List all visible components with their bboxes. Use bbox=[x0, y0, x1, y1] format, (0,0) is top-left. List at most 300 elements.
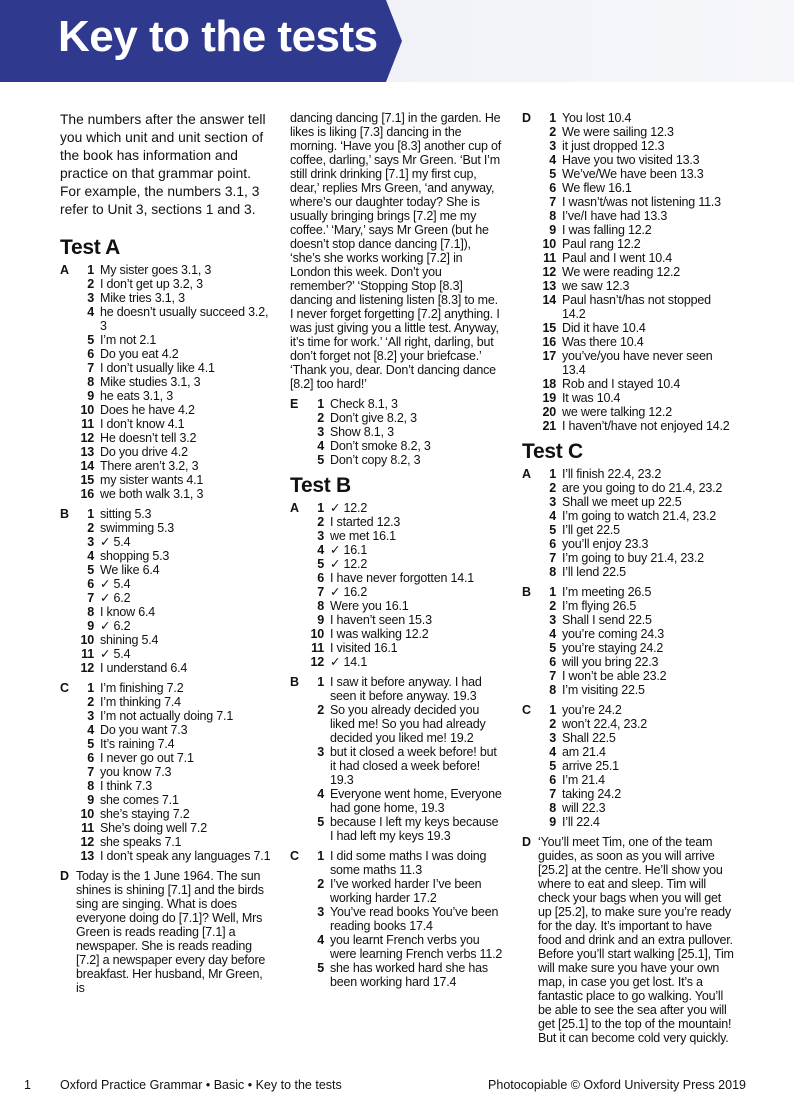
answer-item bbox=[306, 425, 504, 439]
test-a-section-a: A 1 My sister goes 3.1, 3 2 I don’t get up 3.2, 3 3 Mike tries 3.1, 3 4 he doesn’t usually succeed 3.2, 3 5 I’m not 2.1 6 Do you eat 4.2 7 I don’t usually like 4.1 8 Mike studies 3.1, 3 9 he eats 3.1, 3 10 Does he have 4.2 11 I don’t know 4.1 12 He doesn’t tell 3.2 13 Do you drive 4.2 14 There aren’t 3.2, 3 15 my sister wants 4.1 16 we both walk 3.1, 3 bbox=[60, 263, 272, 501]
answer-text: Shall I send 22.5 bbox=[562, 613, 652, 627]
page-title: Key to the tests bbox=[58, 12, 378, 61]
answer-number: 1 bbox=[549, 585, 556, 599]
answer-item bbox=[538, 655, 736, 669]
answer-text: ✓ 16.2 bbox=[330, 585, 368, 599]
answer-item bbox=[538, 467, 736, 481]
answer-number: 2 bbox=[549, 599, 556, 613]
title-banner-arrow bbox=[386, 0, 402, 82]
answer-item bbox=[538, 349, 736, 377]
answer-text: ✓ 5.4 bbox=[100, 535, 131, 549]
answer-text: You’ve read books You’ve been reading books 17.4 bbox=[330, 905, 499, 933]
answer-text: I visited 16.1 bbox=[330, 641, 398, 655]
answer-item bbox=[538, 717, 736, 731]
answer-item bbox=[538, 585, 736, 599]
answer-item bbox=[306, 501, 504, 515]
answer-item bbox=[306, 529, 504, 543]
answer-number: 9 bbox=[549, 223, 556, 237]
answer-item bbox=[76, 835, 272, 849]
answer-number: 1 bbox=[317, 675, 324, 689]
answer-item bbox=[538, 481, 736, 495]
answer-text: are you going to do 21.4, 23.2 bbox=[562, 481, 723, 495]
answer-text: Mike tries 3.1, 3 bbox=[100, 291, 185, 305]
page-number: 1 bbox=[24, 1078, 31, 1092]
answer-number: 4 bbox=[317, 787, 324, 801]
answer-number: 5 bbox=[87, 333, 94, 347]
answer-number: 9 bbox=[549, 815, 556, 829]
answer-text: I won’t be able 23.2 bbox=[562, 669, 667, 683]
answer-number: 1 bbox=[549, 467, 556, 481]
answer-number: 6 bbox=[549, 773, 556, 787]
answer-number: 11 bbox=[81, 417, 94, 431]
test-b-section-b: B 1 I saw it before anyway. I had seen it before anyway. 19.3 2 So you already decided you liked me! So you had already decided you liked me! 19.2 3 but it closed a week before! but it had closed a week before! 19.3 4 Everyone went home, Everyone had gone home, 19.3 5 because I left my keys because I had left my keys 19.3 bbox=[290, 675, 504, 843]
answer-item bbox=[306, 641, 504, 655]
answer-item bbox=[76, 695, 272, 709]
answer-item bbox=[538, 613, 736, 627]
answer-number: 9 bbox=[87, 793, 94, 807]
footer-book-title: Oxford Practice Grammar • Basic • Key to the tests bbox=[60, 1078, 342, 1092]
answer-item bbox=[538, 251, 736, 265]
answer-number: 3 bbox=[549, 613, 556, 627]
test-c-heading: Test C bbox=[522, 440, 583, 463]
answer-item bbox=[538, 509, 736, 523]
answer-number: 7 bbox=[549, 551, 556, 565]
answer-item bbox=[538, 759, 736, 773]
answer-item bbox=[76, 647, 272, 661]
answer-item bbox=[538, 641, 736, 655]
answer-number: 2 bbox=[317, 515, 324, 529]
answer-number: 5 bbox=[317, 815, 324, 829]
test-c-section-c: C 1 you’re 24.2 2 won’t 22.4, 23.2 3 Shall 22.5 4 am 21.4 5 arrive 25.1 6 I’m 21.4 7 taking 24.2 8 will 22.3 9 I’ll 22.4 bbox=[522, 703, 736, 829]
test-c-section-a: A 1 I’ll finish 22.4, 23.2 2 are you going to do 21.4, 23.2 3 Shall we meet up 22.5 4 I’m going to watch 21.4, 23.2 5 I’ll get 22.5 6 you’ll enjoy 23.3 7 I’m going to buy 21.4, 23.2 8 I’ll lend 22.5 bbox=[522, 467, 736, 579]
answer-number: 4 bbox=[549, 745, 556, 759]
answer-item bbox=[306, 411, 504, 425]
answer-text: We were sailing 12.3 bbox=[562, 125, 674, 139]
answer-number: 10 bbox=[80, 807, 94, 821]
answer-item bbox=[538, 731, 736, 745]
column-1 bbox=[60, 111, 272, 1001]
answer-text: I don’t get up 3.2, 3 bbox=[100, 277, 203, 291]
answer-number: 1 bbox=[87, 263, 94, 277]
answer-text: shining 5.4 bbox=[100, 633, 159, 647]
answer-item bbox=[306, 439, 504, 453]
answer-item bbox=[538, 669, 736, 683]
answer-number: 6 bbox=[87, 577, 94, 591]
answer-text: Does he have 4.2 bbox=[100, 403, 195, 417]
answer-text: I’ll lend 22.5 bbox=[562, 565, 626, 579]
answer-number: 3 bbox=[87, 291, 94, 305]
answer-item bbox=[538, 293, 736, 321]
column-2 bbox=[290, 111, 504, 995]
answer-number: 8 bbox=[549, 565, 556, 579]
answer-number: 5 bbox=[549, 523, 556, 537]
answer-number: 5 bbox=[317, 961, 324, 975]
answer-text: My sister goes 3.1, 3 bbox=[100, 263, 212, 277]
test-a-section-d: D Today is the 1 June 1964. The sun shines is shining [7.1] and the birds sing are singing. What is does everyone doing do [7.1]? Well, Mrs Green is reads reading [7.1] a newspaper. She is reads reading [7.2] a newspaper every day before breakfast. Her husband, Mr Green, is bbox=[60, 869, 272, 995]
answer-text: you’re staying 24.2 bbox=[562, 641, 664, 655]
answer-number: 8 bbox=[549, 683, 556, 697]
test-b-section-c: C 1 I did some maths I was doing some maths 11.3 2 I’ve worked harder I’ve been working harder 17.2 3 You’ve read books You’ve been reading books 17.4 4 you learnt French verbs you were learning French verbs 11.2 5 she has worked hard she has been working hard 17.4 bbox=[290, 849, 503, 989]
answer-item bbox=[76, 765, 272, 779]
answer-text: Paul rang 12.2 bbox=[562, 237, 641, 251]
answer-item bbox=[306, 453, 504, 467]
answer-text: Rob and I stayed 10.4 bbox=[562, 377, 681, 391]
answer-item bbox=[76, 563, 272, 577]
answer-item bbox=[306, 961, 504, 989]
answer-text: It’s raining 7.4 bbox=[100, 737, 175, 751]
answer-item bbox=[538, 565, 736, 579]
answer-item bbox=[538, 265, 736, 279]
answer-item bbox=[306, 557, 504, 571]
answer-item bbox=[76, 751, 272, 765]
answer-text: I haven’t/have not enjoyed 14.2 bbox=[562, 419, 730, 433]
answer-item bbox=[538, 495, 736, 509]
answer-item bbox=[538, 321, 736, 335]
answer-text: he eats 3.1, 3 bbox=[100, 389, 173, 403]
answer-text: I never go out 7.1 bbox=[100, 751, 194, 765]
answer-item bbox=[538, 153, 736, 167]
answer-item bbox=[76, 291, 272, 305]
answer-item bbox=[538, 209, 736, 223]
answer-text: I’ve worked harder I’ve been working harder 17.2 bbox=[330, 877, 482, 905]
answer-number: 2 bbox=[549, 481, 556, 495]
answer-item bbox=[538, 377, 736, 391]
answer-text: Did it have 10.4 bbox=[562, 321, 646, 335]
answer-item bbox=[76, 723, 272, 737]
answer-number: 4 bbox=[317, 933, 324, 947]
answer-text: Paul and I went 10.4 bbox=[562, 251, 672, 265]
answer-number: 9 bbox=[87, 619, 94, 633]
answer-number: 4 bbox=[317, 543, 324, 557]
answer-text: It was 10.4 bbox=[562, 391, 621, 405]
answer-number: 20 bbox=[542, 405, 556, 419]
answer-item bbox=[538, 195, 736, 209]
answer-item bbox=[538, 419, 736, 433]
answer-text: Shall we meet up 22.5 bbox=[562, 495, 682, 509]
answer-text: I’ll finish 22.4, 23.2 bbox=[562, 467, 662, 481]
answer-item bbox=[538, 405, 736, 419]
answer-number: 7 bbox=[87, 765, 94, 779]
answer-item bbox=[76, 821, 272, 835]
answer-number: 6 bbox=[549, 537, 556, 551]
answer-number: 2 bbox=[87, 277, 94, 291]
answer-number: 1 bbox=[549, 111, 556, 125]
answer-text: Check 8.1, 3 bbox=[330, 397, 398, 411]
answer-number: 10 bbox=[310, 627, 324, 641]
answer-text: Mike studies 3.1, 3 bbox=[100, 375, 201, 389]
test-b-section-a: A 1 ✓ 12.2 2 I started 12.3 3 we met 16.1 4 ✓ 16.1 5 ✓ 12.2 6 I have never forgotten 14.1 7 ✓ 16.2 8 Were you 16.1 9 I haven’t seen 15.3 10 I was walking 12.2 11 I visited 16.1 12 ✓ 14.1 bbox=[290, 501, 504, 669]
answer-item bbox=[76, 521, 272, 535]
answer-text: you’ll enjoy 23.3 bbox=[562, 537, 649, 551]
answer-number: 12 bbox=[80, 835, 94, 849]
answer-text: I’ve/I have had 13.3 bbox=[562, 209, 668, 223]
answer-item bbox=[76, 277, 272, 291]
answer-text: Don’t smoke 8.2, 3 bbox=[330, 439, 431, 453]
answer-number: 6 bbox=[317, 571, 324, 585]
answer-text: I’m visiting 22.5 bbox=[562, 683, 645, 697]
answer-item bbox=[76, 605, 272, 619]
answer-number: 5 bbox=[549, 167, 556, 181]
answer-number: 4 bbox=[549, 509, 556, 523]
answer-text: I’m 21.4 bbox=[562, 773, 605, 787]
answer-item bbox=[76, 577, 272, 591]
answer-item bbox=[538, 801, 736, 815]
answer-item bbox=[306, 599, 504, 613]
answer-text: Don’t give 8.2, 3 bbox=[330, 411, 417, 425]
answer-number: 2 bbox=[87, 521, 94, 535]
answer-item bbox=[538, 111, 736, 125]
answer-text: we saw 12.3 bbox=[562, 279, 630, 293]
answer-item bbox=[76, 633, 272, 647]
answer-text: He doesn’t tell 3.2 bbox=[100, 431, 197, 445]
answer-number: 19 bbox=[542, 391, 556, 405]
answer-text: we met 16.1 bbox=[330, 529, 396, 543]
answer-text: but it closed a week before! but it had closed a week before! 19.3 bbox=[330, 745, 497, 787]
answer-item bbox=[538, 181, 736, 195]
answer-text: There aren’t 3.2, 3 bbox=[100, 459, 199, 473]
answer-text: I’m going to watch 21.4, 23.2 bbox=[562, 509, 717, 523]
answer-text: you know 7.3 bbox=[100, 765, 172, 779]
test-a-d-text: Today is the 1 June 1964. The sun shines is shining [7.1] and the birds sing are singing. What is does everyone doing do [7.1]? Well, Mrs Green is reads reading [7.1] a newspaper. She is reads reading [7.2] a newspaper every day before breakfast. Her husband, Mr Green, is bbox=[76, 869, 266, 995]
answer-text: I understand 6.4 bbox=[100, 661, 188, 675]
answer-number: 17 bbox=[542, 349, 556, 363]
answer-number: 4 bbox=[317, 439, 324, 453]
answer-text: you’ve/you have never seen 13.4 bbox=[562, 349, 713, 377]
answer-text: am 21.4 bbox=[562, 745, 606, 759]
answer-text: I saw it before anyway. I had seen it before anyway. 19.3 bbox=[330, 675, 482, 703]
answer-number: 13 bbox=[542, 279, 556, 293]
answer-item bbox=[306, 571, 504, 585]
answer-text: I’m thinking 7.4 bbox=[100, 695, 181, 709]
answer-number: 7 bbox=[87, 591, 94, 605]
answer-number: 5 bbox=[317, 453, 324, 467]
answer-text: I did some maths I was doing some maths 11.3 bbox=[330, 849, 487, 877]
answer-text: she’s staying 7.2 bbox=[100, 807, 190, 821]
answer-text: I wasn’t/was not listening 11.3 bbox=[562, 195, 721, 209]
answer-text: I was walking 12.2 bbox=[330, 627, 429, 641]
answer-text: because I left my keys because I had left my keys 19.3 bbox=[330, 815, 499, 843]
answer-text: arrive 25.1 bbox=[562, 759, 619, 773]
answer-item bbox=[306, 933, 504, 961]
answer-number: 3 bbox=[549, 495, 556, 509]
answer-number: 6 bbox=[87, 347, 94, 361]
answer-number: 15 bbox=[80, 473, 94, 487]
answer-item bbox=[306, 613, 504, 627]
answer-text: sitting 5.3 bbox=[100, 507, 152, 521]
answer-text: we were talking 12.2 bbox=[562, 405, 672, 419]
answer-text: She’s doing well 7.2 bbox=[100, 821, 207, 835]
answer-text: Do you drive 4.2 bbox=[100, 445, 188, 459]
answer-text: swimming 5.3 bbox=[100, 521, 175, 535]
answer-number: 13 bbox=[80, 849, 94, 863]
answer-number: 18 bbox=[542, 377, 556, 391]
answer-text: she has worked hard she has been working hard 17.4 bbox=[330, 961, 488, 989]
answer-number: 14 bbox=[80, 459, 94, 473]
answer-text: ✓ 5.4 bbox=[100, 577, 131, 591]
answer-item bbox=[538, 773, 736, 787]
test-b-heading: Test B bbox=[290, 474, 351, 497]
answer-text: Show 8.1, 3 bbox=[330, 425, 394, 439]
answer-number: 4 bbox=[549, 153, 556, 167]
answer-number: 10 bbox=[80, 633, 94, 647]
answer-item bbox=[76, 473, 272, 487]
answer-item bbox=[76, 849, 272, 863]
answer-number: 12 bbox=[80, 661, 94, 675]
answer-item bbox=[538, 523, 736, 537]
answer-item bbox=[538, 703, 736, 717]
answer-text: you’re coming 24.3 bbox=[562, 627, 665, 641]
test-a-section-b: B 1 sitting 5.3 2 swimming 5.3 3 ✓ 5.4 4 shopping 5.3 5 We like 6.4 6 ✓ 5.4 7 ✓ 6.2 8 I know 6.4 9 ✓ 6.2 10 shining 5.4 11 ✓ 5.4 12 I understand 6.4 bbox=[60, 507, 272, 675]
answer-text: I know 6.4 bbox=[100, 605, 155, 619]
answer-number: 2 bbox=[317, 877, 324, 891]
answer-number: 6 bbox=[549, 655, 556, 669]
answer-text: ✓ 14.1 bbox=[330, 655, 368, 669]
answer-number: 13 bbox=[80, 445, 94, 459]
answer-item bbox=[76, 459, 272, 473]
answer-number: 14 bbox=[542, 293, 556, 307]
answer-number: 8 bbox=[549, 801, 556, 815]
answer-text: ✓ 6.2 bbox=[100, 591, 131, 605]
answer-item bbox=[76, 507, 272, 521]
answer-number: 8 bbox=[87, 779, 94, 793]
answer-number: 6 bbox=[87, 751, 94, 765]
answer-item bbox=[538, 335, 736, 349]
test-a-section-c: C 1 I’m finishing 7.2 2 I’m thinking 7.4 3 I’m not actually doing 7.1 4 Do you want 7.3 5 It’s raining 7.4 6 I never go out 7.1 7 you know 7.3 8 I think 7.3 9 she comes 7.1 10 she’s staying 7.2 11 She’s doing well 7.2 12 she speaks 7.1 13 I don’t speak any languages 7.1 bbox=[60, 681, 271, 863]
answer-text: So you already decided you liked me! So you had already decided you liked me! 19.2 bbox=[330, 703, 486, 745]
answer-text: I’m not actually doing 7.1 bbox=[100, 709, 234, 723]
answer-text: ✓ 6.2 bbox=[100, 619, 131, 633]
answer-number: 3 bbox=[317, 905, 324, 919]
answer-number: 16 bbox=[542, 335, 556, 349]
answer-item bbox=[76, 619, 272, 633]
answer-item bbox=[76, 549, 272, 563]
answer-item bbox=[306, 675, 504, 703]
answer-number: 11 bbox=[543, 251, 556, 265]
answer-text: We flew 16.1 bbox=[562, 181, 632, 195]
answer-number: 2 bbox=[549, 125, 556, 139]
answer-item bbox=[538, 551, 736, 565]
answer-text: ✓ 5.4 bbox=[100, 647, 131, 661]
answer-number: 8 bbox=[87, 605, 94, 619]
answer-text: will 22.3 bbox=[562, 801, 606, 815]
answer-text: You lost 10.4 bbox=[562, 111, 632, 125]
answer-number: 10 bbox=[542, 237, 556, 251]
answer-number: 3 bbox=[549, 731, 556, 745]
answer-item bbox=[76, 535, 272, 549]
answer-text: I’m flying 26.5 bbox=[562, 599, 637, 613]
answer-item bbox=[306, 787, 504, 815]
answer-item bbox=[306, 515, 504, 529]
answer-text: Shall 22.5 bbox=[562, 731, 616, 745]
answer-item bbox=[76, 361, 272, 375]
answer-text: my sister wants 4.1 bbox=[100, 473, 204, 487]
answer-number: 3 bbox=[317, 529, 324, 543]
answer-item bbox=[306, 703, 504, 745]
answer-item bbox=[76, 681, 272, 695]
answer-number: 7 bbox=[549, 195, 556, 209]
answer-text: I’m meeting 26.5 bbox=[562, 585, 652, 599]
answer-item bbox=[306, 543, 504, 557]
answer-text: We’ve/We have been 13.3 bbox=[562, 167, 704, 181]
answer-number: 2 bbox=[549, 717, 556, 731]
answer-text: he doesn’t usually succeed 3.2, 3 bbox=[100, 305, 269, 333]
answer-item bbox=[538, 787, 736, 801]
answer-item bbox=[306, 815, 504, 843]
answer-number: 9 bbox=[317, 613, 324, 627]
answer-text: we both walk 3.1, 3 bbox=[100, 487, 204, 501]
answer-text: I don’t speak any languages 7.1 bbox=[100, 849, 271, 863]
answer-number: 5 bbox=[87, 563, 94, 577]
answer-number: 16 bbox=[80, 487, 94, 501]
answer-text: I don’t usually like 4.1 bbox=[100, 361, 215, 375]
answer-number: 5 bbox=[549, 641, 556, 655]
column-3 bbox=[522, 111, 736, 1051]
answer-text: I’m finishing 7.2 bbox=[100, 681, 184, 695]
answer-item bbox=[76, 417, 272, 431]
answer-item bbox=[76, 375, 272, 389]
answer-text: I haven’t seen 15.3 bbox=[330, 613, 432, 627]
answer-text: will you bring 22.3 bbox=[562, 655, 659, 669]
answer-item bbox=[76, 709, 272, 723]
answer-text: you’re 24.2 bbox=[562, 703, 622, 717]
answer-text: I have never forgotten 14.1 bbox=[330, 571, 475, 585]
answer-item bbox=[538, 237, 736, 251]
answer-item bbox=[76, 487, 272, 501]
answer-text: Was there 10.4 bbox=[562, 335, 644, 349]
answer-text: you learnt French verbs you were learning French verbs 11.2 bbox=[330, 933, 503, 961]
answer-text: I think 7.3 bbox=[100, 779, 152, 793]
answer-number: 15 bbox=[542, 321, 556, 335]
answer-item bbox=[306, 397, 504, 411]
answer-number: 3 bbox=[87, 535, 94, 549]
answer-number: 5 bbox=[549, 759, 556, 773]
answer-text: I’ll get 22.5 bbox=[562, 523, 620, 537]
answer-item bbox=[76, 779, 272, 793]
answer-number: 4 bbox=[87, 549, 94, 563]
answer-number: 4 bbox=[549, 627, 556, 641]
answer-text: Do you eat 4.2 bbox=[100, 347, 179, 361]
answer-number: 3 bbox=[549, 139, 556, 153]
answer-text: she comes 7.1 bbox=[100, 793, 179, 807]
answer-text: Have you two visited 13.3 bbox=[562, 153, 700, 167]
answer-number: 3 bbox=[317, 745, 324, 759]
answer-text: Everyone went home, Everyone had gone home, 19.3 bbox=[330, 787, 502, 815]
answer-item bbox=[538, 745, 736, 759]
answer-number: 21 bbox=[542, 419, 556, 433]
answer-item bbox=[538, 391, 736, 405]
answer-number: 7 bbox=[87, 361, 94, 375]
answer-item bbox=[538, 627, 736, 641]
answer-text: We like 6.4 bbox=[100, 563, 160, 577]
answer-item bbox=[306, 849, 504, 877]
test-a-heading: Test A bbox=[60, 236, 121, 259]
answer-item bbox=[306, 655, 504, 669]
answer-item bbox=[306, 585, 504, 599]
test-c-section-d: D ‘You’ll meet Tim, one of the team guides, as soon as you will arrive [25.2] at the centre. He’ll show you where to eat and sleep. Tim will check your bags when you will get up [25.2], to make sure you’re ready for the day. It’s important to have food and drink and an extra pullover. Before you’ll start walking [25.1], Tim will make sure you have your own map, in case you get lost. It’s a fantastic place to go walking. You’ll be able to see the sea after you will get [25.1] to the top of the mountain! But it can become cold very quickly. bbox=[522, 835, 736, 1045]
answer-text: it just dropped 12.3 bbox=[562, 139, 665, 153]
test-c-d-text: ‘You’ll meet Tim, one of the team guides, as soon as you will arrive [25.2] at the centre. He’ll show you where to eat and sleep. Tim will check your bags when you will get up [25.2], to make sure you’re ready for the day. It’s important to have food and drink and an extra pullover. Before you’ll start walking [25.1], Tim will make sure you have your own map, in case you get lost. It’s a fantastic place to go walking. You’ll be able to see the sea after you will get [25.1] to the top of the mountain! But it can become cold very quickly. bbox=[538, 835, 734, 1045]
answer-number: 1 bbox=[317, 849, 324, 863]
answer-item bbox=[538, 537, 736, 551]
answer-number: 12 bbox=[542, 265, 556, 279]
answer-text: Paul hasn’t/has not stopped 14.2 bbox=[562, 293, 711, 321]
answer-item bbox=[538, 125, 736, 139]
answer-text: We were reading 12.2 bbox=[562, 265, 681, 279]
answer-number: 1 bbox=[87, 681, 94, 695]
test-c-section-b: B 1 I’m meeting 26.5 2 I’m flying 26.5 3 Shall I send 22.5 4 you’re coming 24.3 5 you’re staying 24.2 6 will you bring 22.3 7 I won’t be able 23.2 8 I’m visiting 22.5 bbox=[522, 585, 736, 697]
answer-text: ✓ 12.2 bbox=[330, 557, 368, 571]
answer-number: 11 bbox=[81, 821, 94, 835]
